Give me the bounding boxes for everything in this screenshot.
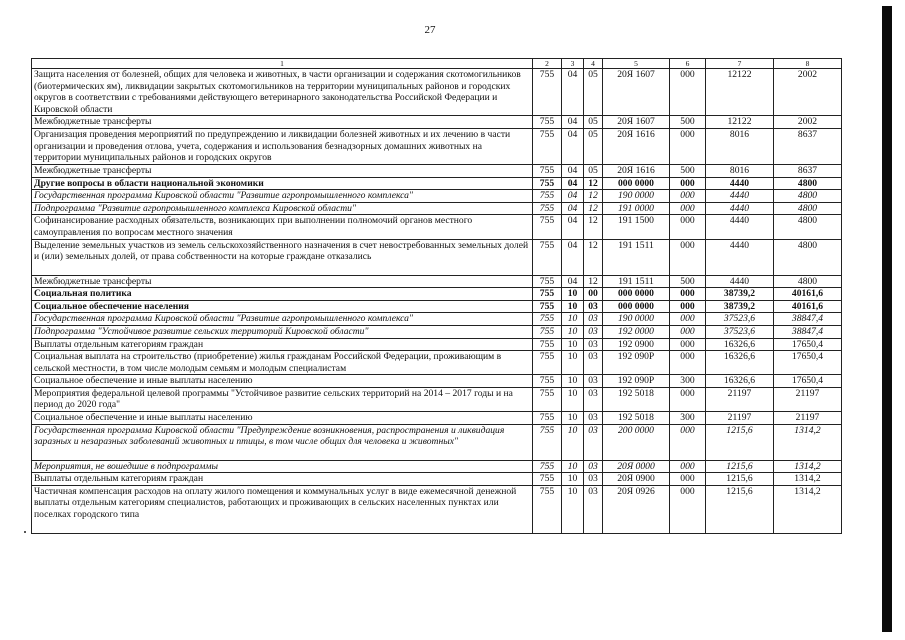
cell-expense-type: 000 bbox=[670, 288, 706, 301]
cell-description: Межбюджетные трансферты bbox=[32, 164, 533, 177]
cell-section: 10 bbox=[562, 300, 584, 313]
cell-section: 04 bbox=[562, 215, 584, 239]
cell-expense-type: 000 bbox=[670, 387, 706, 411]
cell-amount-2016: 40161,6 bbox=[774, 300, 842, 313]
cell-section: 04 bbox=[562, 116, 584, 129]
cell-admin-code: 755 bbox=[533, 164, 562, 177]
table-row bbox=[32, 387, 842, 411]
cell-section: 04 bbox=[562, 128, 584, 164]
cell-amount-2016: 8637 bbox=[774, 164, 842, 177]
cell-amount-2016: 4800 bbox=[774, 202, 842, 215]
cell-admin-code: 755 bbox=[533, 485, 562, 533]
cell-expense-type: 000 bbox=[670, 177, 706, 190]
cell-expense-type: 000 bbox=[670, 128, 706, 164]
cell-section: 04 bbox=[562, 164, 584, 177]
cell-section: 04 bbox=[562, 177, 584, 190]
cell-section: 10 bbox=[562, 375, 584, 388]
cell-amount-2016: 1314,2 bbox=[774, 460, 842, 473]
cell-description: Выделение земельных участков из земель сельскохозяйственного назначения в счет невостребованных земельных долей и (или) земельных долей, от права собственности на которые граждане отказались bbox=[32, 239, 533, 275]
cell-admin-code: 755 bbox=[533, 412, 562, 425]
cell-admin-code: 755 bbox=[533, 69, 562, 116]
table-row bbox=[32, 485, 842, 533]
cell-expense-type: 000 bbox=[670, 424, 706, 460]
cell-amount-2016: 1314,2 bbox=[774, 473, 842, 486]
cell-amount-2016: 40161,6 bbox=[774, 288, 842, 301]
cell-subsection: 12 bbox=[584, 202, 603, 215]
table-row bbox=[32, 116, 842, 129]
cell-admin-code: 755 bbox=[533, 288, 562, 301]
cell-target-article: 20Я 1607 bbox=[603, 69, 670, 116]
cell-expense-type: 000 bbox=[670, 239, 706, 275]
table-row bbox=[32, 338, 842, 351]
cell-subsection: 03 bbox=[584, 485, 603, 533]
table-row bbox=[32, 202, 842, 215]
cell-expense-type: 000 bbox=[670, 473, 706, 486]
cell-amount-2015: 38739,2 bbox=[706, 288, 774, 301]
cell-expense-type: 000 bbox=[670, 313, 706, 326]
cell-description: Частичная компенсация расходов на оплату жилого помещения и коммунальных услуг в виде ежемесячной денежной выплаты отдельным категориям специалистов, работающих и проживающих в сельских населенных пунктах или поселках городского типа bbox=[32, 485, 533, 533]
cell-amount-2016: 4800 bbox=[774, 215, 842, 239]
cell-amount-2015: 12122 bbox=[706, 116, 774, 129]
cell-admin-code: 755 bbox=[533, 375, 562, 388]
column-header-7: 7 bbox=[706, 59, 774, 69]
cell-admin-code: 755 bbox=[533, 300, 562, 313]
cell-target-article: 000 0000 bbox=[603, 288, 670, 301]
cell-expense-type: 300 bbox=[670, 375, 706, 388]
cell-target-article: 200 0000 bbox=[603, 424, 670, 460]
cell-target-article: 192 090P bbox=[603, 375, 670, 388]
scan-speck bbox=[24, 531, 26, 533]
column-header-8: 8 bbox=[774, 59, 842, 69]
cell-subsection: 00 bbox=[584, 288, 603, 301]
cell-amount-2015: 8016 bbox=[706, 164, 774, 177]
column-header-2: 2 bbox=[533, 59, 562, 69]
cell-admin-code: 755 bbox=[533, 424, 562, 460]
cell-subsection: 03 bbox=[584, 351, 603, 375]
cell-amount-2015: 38739,2 bbox=[706, 300, 774, 313]
table-row bbox=[32, 69, 842, 116]
cell-admin-code: 755 bbox=[533, 202, 562, 215]
table-row bbox=[32, 239, 842, 275]
cell-amount-2015: 1215,6 bbox=[706, 460, 774, 473]
cell-target-article: 190 0000 bbox=[603, 313, 670, 326]
cell-description: Межбюджетные трансферты bbox=[32, 275, 533, 288]
cell-description: Защита населения от болезней, общих для человека и животных, в части организации и содержания скотомогильников (биотермических ям), ликвидации закрытых скотомогильников на территории муниципальных районов и городских округов в соответствии с требованиями действующего ветеринарного законодательства Российской Федерации и Кировской области bbox=[32, 69, 533, 116]
cell-expense-type: 000 bbox=[670, 325, 706, 338]
table-row bbox=[32, 128, 842, 164]
cell-subsection: 03 bbox=[584, 325, 603, 338]
cell-admin-code: 755 bbox=[533, 215, 562, 239]
cell-admin-code: 755 bbox=[533, 351, 562, 375]
cell-amount-2016: 4800 bbox=[774, 239, 842, 275]
cell-amount-2016: 17650,4 bbox=[774, 351, 842, 375]
cell-amount-2015: 16326,6 bbox=[706, 338, 774, 351]
cell-amount-2015: 4440 bbox=[706, 177, 774, 190]
cell-target-article: 000 0000 bbox=[603, 177, 670, 190]
cell-amount-2016: 4800 bbox=[774, 177, 842, 190]
cell-amount-2015: 4440 bbox=[706, 239, 774, 275]
cell-subsection: 05 bbox=[584, 164, 603, 177]
cell-subsection: 03 bbox=[584, 424, 603, 460]
cell-target-article: 20Я 1616 bbox=[603, 164, 670, 177]
cell-subsection: 03 bbox=[584, 387, 603, 411]
cell-subsection: 03 bbox=[584, 460, 603, 473]
cell-section: 10 bbox=[562, 485, 584, 533]
cell-admin-code: 755 bbox=[533, 387, 562, 411]
cell-target-article: 191 1511 bbox=[603, 239, 670, 275]
cell-description: Социальная выплата на строительство (приобретение) жилья гражданам Российской Федерации, проживающим в сельской местности, в том числе молодым семьям и молодым специалистам bbox=[32, 351, 533, 375]
table-row bbox=[32, 215, 842, 239]
table-row bbox=[32, 351, 842, 375]
cell-description: Государственная программа Кировской области "Предупреждение возникновения, распространения и ликвидация заразных и незаразных заболеваний животных и птицы, в том числе общих для человека и животных" bbox=[32, 424, 533, 460]
cell-subsection: 03 bbox=[584, 313, 603, 326]
cell-section: 10 bbox=[562, 473, 584, 486]
table-row bbox=[32, 300, 842, 313]
cell-target-article: 192 5018 bbox=[603, 412, 670, 425]
column-header-4: 4 bbox=[584, 59, 603, 69]
cell-target-article: 20Я 0000 bbox=[603, 460, 670, 473]
cell-subsection: 12 bbox=[584, 215, 603, 239]
column-header-6: 6 bbox=[670, 59, 706, 69]
table-row bbox=[32, 325, 842, 338]
cell-section: 04 bbox=[562, 275, 584, 288]
cell-description: Организация проведения мероприятий по предупреждению и ликвидации болезней животных и их лечению в части организации и проведения отлова, учета, содержания и использования безнадзорных домашних животных на территории муниципальных районов и городских округов bbox=[32, 128, 533, 164]
cell-section: 10 bbox=[562, 424, 584, 460]
cell-admin-code: 755 bbox=[533, 313, 562, 326]
cell-amount-2015: 4440 bbox=[706, 275, 774, 288]
column-header-3: 3 bbox=[562, 59, 584, 69]
cell-amount-2016: 21197 bbox=[774, 387, 842, 411]
cell-expense-type: 000 bbox=[670, 300, 706, 313]
cell-amount-2015: 16326,6 bbox=[706, 375, 774, 388]
cell-description: Социальная политика bbox=[32, 288, 533, 301]
cell-amount-2015: 8016 bbox=[706, 128, 774, 164]
cell-amount-2015: 1215,6 bbox=[706, 473, 774, 486]
cell-description: Межбюджетные трансферты bbox=[32, 116, 533, 129]
cell-description: Социальное обеспечение и иные выплаты населению bbox=[32, 412, 533, 425]
cell-amount-2016: 17650,4 bbox=[774, 375, 842, 388]
cell-amount-2016: 1314,2 bbox=[774, 485, 842, 533]
cell-section: 04 bbox=[562, 202, 584, 215]
cell-target-article: 20Я 0926 bbox=[603, 485, 670, 533]
cell-section: 10 bbox=[562, 460, 584, 473]
table-row bbox=[32, 313, 842, 326]
cell-amount-2015: 37523,6 bbox=[706, 325, 774, 338]
cell-admin-code: 755 bbox=[533, 338, 562, 351]
cell-description: Социальное обеспечение и иные выплаты населению bbox=[32, 375, 533, 388]
table-row bbox=[32, 375, 842, 388]
page-number: 27 bbox=[424, 24, 436, 36]
cell-description: Софинансирование расходных обязательств, возникающих при выполнении полномочий органов местного самоуправления по вопросам местного значения bbox=[32, 215, 533, 239]
cell-admin-code: 755 bbox=[533, 128, 562, 164]
cell-target-article: 20Я 1607 bbox=[603, 116, 670, 129]
cell-subsection: 03 bbox=[584, 338, 603, 351]
cell-target-article: 000 0000 bbox=[603, 300, 670, 313]
cell-subsection: 03 bbox=[584, 375, 603, 388]
cell-amount-2015: 4440 bbox=[706, 215, 774, 239]
cell-amount-2016: 38847,4 bbox=[774, 325, 842, 338]
cell-section: 10 bbox=[562, 313, 584, 326]
table-row bbox=[32, 412, 842, 425]
cell-target-article: 20Я 0900 bbox=[603, 473, 670, 486]
cell-amount-2015: 21197 bbox=[706, 387, 774, 411]
cell-expense-type: 000 bbox=[670, 190, 706, 203]
cell-amount-2016: 8637 bbox=[774, 128, 842, 164]
cell-admin-code: 755 bbox=[533, 473, 562, 486]
table-row bbox=[32, 177, 842, 190]
cell-amount-2015: 4440 bbox=[706, 190, 774, 203]
cell-amount-2015: 4440 bbox=[706, 202, 774, 215]
cell-expense-type: 000 bbox=[670, 485, 706, 533]
cell-expense-type: 000 bbox=[670, 69, 706, 116]
cell-amount-2015: 1215,6 bbox=[706, 485, 774, 533]
cell-admin-code: 755 bbox=[533, 460, 562, 473]
cell-expense-type: 000 bbox=[670, 460, 706, 473]
cell-description: Выплаты отдельным категориям граждан bbox=[32, 473, 533, 486]
cell-expense-type: 500 bbox=[670, 275, 706, 288]
cell-subsection: 05 bbox=[584, 128, 603, 164]
cell-description: Другие вопросы в области национальной экономики bbox=[32, 177, 533, 190]
table-row bbox=[32, 275, 842, 288]
cell-admin-code: 755 bbox=[533, 239, 562, 275]
cell-expense-type: 000 bbox=[670, 338, 706, 351]
cell-section: 10 bbox=[562, 325, 584, 338]
table-row bbox=[32, 190, 842, 203]
cell-target-article: 191 1500 bbox=[603, 215, 670, 239]
cell-section: 04 bbox=[562, 239, 584, 275]
cell-description: Государственная программа Кировской области "Развитие агропромышленного комплекса" bbox=[32, 190, 533, 203]
cell-subsection: 05 bbox=[584, 69, 603, 116]
cell-admin-code: 755 bbox=[533, 177, 562, 190]
cell-expense-type: 500 bbox=[670, 164, 706, 177]
cell-amount-2016: 2002 bbox=[774, 116, 842, 129]
cell-amount-2016: 21197 bbox=[774, 412, 842, 425]
cell-subsection: 03 bbox=[584, 473, 603, 486]
cell-description: Подпрограмма "Устойчивое развитие сельских территорий Кировской области" bbox=[32, 325, 533, 338]
cell-subsection: 12 bbox=[584, 177, 603, 190]
cell-description: Социальное обеспечение населения bbox=[32, 300, 533, 313]
cell-target-article: 20Я 1616 bbox=[603, 128, 670, 164]
cell-section: 04 bbox=[562, 69, 584, 116]
cell-target-article: 192 0900 bbox=[603, 338, 670, 351]
cell-section: 10 bbox=[562, 387, 584, 411]
cell-amount-2016: 1314,2 bbox=[774, 424, 842, 460]
cell-amount-2016: 38847,4 bbox=[774, 313, 842, 326]
cell-target-article: 191 0000 bbox=[603, 202, 670, 215]
cell-amount-2015: 16326,6 bbox=[706, 351, 774, 375]
cell-target-article: 192 5018 bbox=[603, 387, 670, 411]
cell-description: Мероприятия, не вошедшие в подпрограммы bbox=[32, 460, 533, 473]
cell-expense-type: 000 bbox=[670, 351, 706, 375]
cell-expense-type: 300 bbox=[670, 412, 706, 425]
cell-amount-2015: 1215,6 bbox=[706, 424, 774, 460]
cell-description: Государственная программа Кировской области "Развитие агропромышленного комплекса" bbox=[32, 313, 533, 326]
cell-description: Подпрограмма "Развитие агропромышленного комплекса Кировской области" bbox=[32, 202, 533, 215]
cell-section: 10 bbox=[562, 351, 584, 375]
table-row bbox=[32, 288, 842, 301]
cell-admin-code: 755 bbox=[533, 275, 562, 288]
cell-amount-2016: 4800 bbox=[774, 190, 842, 203]
scan-edge-bar bbox=[882, 6, 892, 632]
cell-subsection: 12 bbox=[584, 275, 603, 288]
cell-expense-type: 500 bbox=[670, 116, 706, 129]
cell-section: 10 bbox=[562, 412, 584, 425]
cell-amount-2016: 17650,4 bbox=[774, 338, 842, 351]
column-header-1: 1 bbox=[32, 59, 533, 69]
cell-amount-2015: 12122 bbox=[706, 69, 774, 116]
cell-amount-2015: 21197 bbox=[706, 412, 774, 425]
cell-expense-type: 000 bbox=[670, 215, 706, 239]
cell-subsection: 05 bbox=[584, 116, 603, 129]
column-header-5: 5 bbox=[603, 59, 670, 69]
cell-admin-code: 755 bbox=[533, 190, 562, 203]
header-row bbox=[32, 59, 842, 69]
cell-target-article: 191 1511 bbox=[603, 275, 670, 288]
table-row bbox=[32, 473, 842, 486]
table-row bbox=[32, 460, 842, 473]
cell-subsection: 12 bbox=[584, 190, 603, 203]
cell-subsection: 03 bbox=[584, 300, 603, 313]
cell-admin-code: 755 bbox=[533, 325, 562, 338]
cell-description: Выплаты отдельным категориям граждан bbox=[32, 338, 533, 351]
cell-section: 04 bbox=[562, 190, 584, 203]
table-row bbox=[32, 164, 842, 177]
cell-expense-type: 000 bbox=[670, 202, 706, 215]
cell-subsection: 12 bbox=[584, 239, 603, 275]
cell-description: Мероприятия федеральной целевой программы "Устойчивое развитие сельских территорий на 2014 – 2017 годы и на период до 2020 года" bbox=[32, 387, 533, 411]
cell-target-article: 192 090P bbox=[603, 351, 670, 375]
cell-admin-code: 755 bbox=[533, 116, 562, 129]
cell-amount-2016: 4800 bbox=[774, 275, 842, 288]
table-row bbox=[32, 424, 842, 460]
cell-section: 10 bbox=[562, 338, 584, 351]
cell-section: 10 bbox=[562, 288, 584, 301]
cell-target-article: 192 0000 bbox=[603, 325, 670, 338]
budget-table bbox=[31, 58, 842, 534]
cell-target-article: 190 0000 bbox=[603, 190, 670, 203]
cell-amount-2016: 2002 bbox=[774, 69, 842, 116]
cell-amount-2015: 37523,6 bbox=[706, 313, 774, 326]
cell-subsection: 03 bbox=[584, 412, 603, 425]
